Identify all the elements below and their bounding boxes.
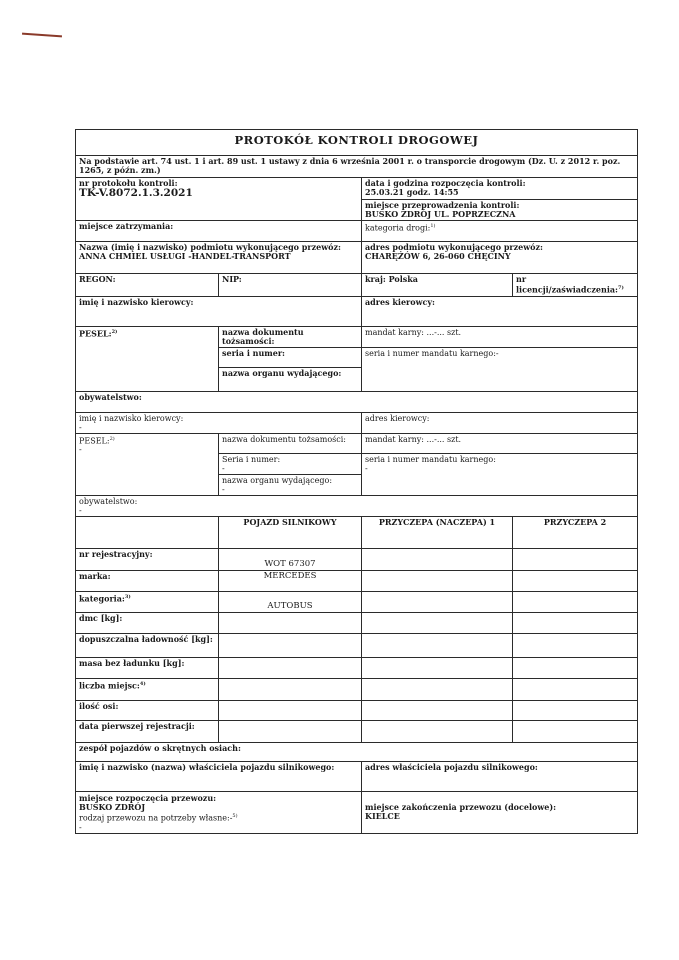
driver2-pesel-dash: -: [79, 445, 82, 455]
dmc-trailer1: [362, 612, 513, 633]
category-label: kategoria:: [79, 593, 125, 604]
axles-label: ilość osi:: [76, 700, 219, 720]
driver1-ticket-series-label: seria i numer mandatu karnego:-: [362, 347, 638, 391]
driver2-name-dash: -: [79, 422, 82, 432]
load-capacity-motor: [219, 633, 362, 657]
own-needs-label: rodzaj przewozu na potrzeby własne:-: [79, 813, 233, 823]
driver1-name-label: imię i nazwisko kierowcy:: [76, 296, 362, 326]
axles-motor: [219, 700, 362, 720]
reg-number-value: WOT 67307: [219, 548, 362, 570]
make-trailer1: [362, 570, 513, 591]
axles-trailer1: [362, 700, 513, 720]
driver2-ticket-series-dash: -: [365, 463, 368, 473]
license-label: nr licencji/zaświadczenia:: [516, 274, 619, 295]
control-place-label: miejsce przeprowadzenia kontroli:: [365, 200, 520, 210]
owner-address-label: adres właściciela pojazdu silnikowego:: [362, 761, 638, 791]
country-label: kraj: Polska: [362, 274, 513, 297]
category-value: AUTOBUS: [219, 591, 362, 612]
route-start-value: BUSKO ZDRÓJ: [79, 802, 146, 812]
page-title: PROTOKÓŁ KONTROLI DROGOWEJ: [76, 130, 638, 156]
footnote-7: 7): [618, 285, 624, 291]
driver2-series-dash: -: [222, 463, 225, 473]
dmc-label: dmc [kg]:: [76, 612, 219, 633]
route-end-cell: [362, 791, 638, 833]
driver1-address-label: adres kierowcy:: [362, 296, 638, 326]
footnote-1: 1): [430, 223, 436, 229]
empty-mass-trailer1: [362, 657, 513, 678]
control-place-value: BUSKO ZDRÓJ UL. POPRZECZNA: [365, 209, 516, 219]
driver2-ticket-series-label: seria i numer mandatu karnego:: [365, 454, 496, 464]
first-registration-trailer1: [362, 720, 513, 742]
driver2-citizenship-dash: -: [79, 505, 82, 515]
inspection-protocol-form: [75, 129, 637, 834]
footnote-3: 3): [124, 593, 131, 600]
driver1-series-label: seria i numer:: [219, 347, 362, 367]
driver2-address-label: adres kierowcy:: [362, 412, 638, 433]
dmc-motor: [219, 612, 362, 633]
driver2-series-cell: [219, 453, 362, 474]
first-registration-label: data pierwszej rejestracji:: [76, 720, 219, 742]
col-trailer-2: PRZYCZEPA 2: [513, 516, 638, 548]
reg-number-label: nr rejestracyjny:: [76, 548, 219, 570]
route-end-label: miejsce zakończenia przewozu (docelowe):: [365, 802, 557, 813]
driver2-doc-name-label: nazwa dokumentu tożsamości:: [219, 433, 362, 453]
load-capacity-label: dopuszczalna ładowność [kg]:: [76, 633, 219, 657]
protocol-number-label: nr protokołu kontroli:: [79, 178, 178, 188]
category-trailer1: [362, 591, 513, 612]
carrier-name-label: Nazwa (imię i nazwisko) podmiotu wykonującego przewóz:: [79, 242, 341, 252]
license-cell: [513, 274, 638, 297]
own-needs-dash: -: [79, 822, 82, 832]
load-capacity-trailer2: [513, 633, 638, 657]
protocol-table: [75, 129, 638, 834]
col-motor-vehicle: POJAZD SILNIKOWY: [219, 516, 362, 548]
seats-motor: [219, 678, 362, 700]
driver2-series-label: Seria i numer:: [222, 454, 281, 464]
stop-place-label: miejsce zatrzymania:: [76, 221, 362, 242]
category-trailer2: [513, 591, 638, 612]
vehicle-header-empty: [76, 516, 219, 548]
driver2-citizenship-cell: [76, 495, 638, 516]
control-datetime-cell: [362, 178, 638, 221]
driver1-ticket-label: mandat karny: ...-... szt.: [362, 326, 638, 347]
driver2-authority-cell: [219, 474, 362, 495]
footnote-2: 2): [111, 328, 118, 335]
pen-stroke-mark: [22, 33, 62, 38]
nip-label: NIP:: [219, 274, 362, 297]
first-registration-trailer2: [513, 720, 638, 742]
driver2-citizenship-label: obywatelstwo:: [79, 496, 138, 506]
driver1-citizenship-label: obywatelstwo:: [76, 391, 638, 412]
seats-cell: [76, 678, 219, 700]
carrier-address-value: CHARĘŻÓW 6, 26-060 CHĘCINY: [365, 251, 511, 261]
dmc-trailer2: [513, 612, 638, 633]
seats-trailer1: [362, 678, 513, 700]
col-trailer-1: PRZYCZEPA (NACZEPA) 1: [362, 516, 513, 548]
road-category-label: kategoria drogi:: [365, 223, 431, 233]
driver2-authority-label: nazwa organu wydającego:: [222, 475, 333, 485]
twin-axles-label: zespół pojazdów o skrętnych osiach:: [76, 742, 638, 761]
seats-label: liczba miejsc:: [79, 680, 140, 691]
reg-number-trailer2: [513, 548, 638, 570]
driver2-name-label: imię i nazwisko kierowcy:: [79, 413, 184, 423]
owner-name-label: imię i nazwisko (nazwa) właściciela pojazdu silnikowego:: [76, 761, 362, 791]
route-end-value: KIELCE: [365, 811, 400, 822]
category-cell: [76, 591, 219, 612]
empty-mass-label: masa bez ładunku [kg]:: [76, 657, 219, 678]
route-start-label: miejsce rozpoczęcia przewozu:: [79, 793, 217, 803]
driver2-ticket-series-cell: [362, 453, 638, 495]
driver1-pesel-cell: [76, 326, 219, 391]
control-datetime-label: data i godzina rozpoczęcia kontroli:: [365, 178, 526, 188]
driver2-name-cell: [76, 412, 362, 433]
driver1-authority-label: nazwa organu wydającego:: [219, 367, 362, 391]
legal-basis-text: Na podstawie art. 74 ust. 1 i art. 89 ust. 1 ustawy z dnia 6 września 2001 r. o transporcie drogowym (Dz. U. z 2012 r. poz. 1265, z późn. zm.): [76, 156, 638, 178]
protocol-number-cell: [76, 178, 362, 221]
route-start-cell: [76, 791, 362, 833]
carrier-name-cell: [76, 242, 362, 274]
seats-trailer2: [513, 678, 638, 700]
empty-mass-motor: [219, 657, 362, 678]
driver2-authority-dash: -: [222, 484, 225, 494]
make-trailer2: [513, 570, 638, 591]
road-category-cell: [362, 221, 638, 242]
driver1-pesel-label: PESEL:: [79, 328, 112, 339]
load-capacity-trailer1: [362, 633, 513, 657]
footnote-4: 4): [139, 680, 146, 687]
driver2-ticket-label: mandat karny: ...-... szt.: [362, 433, 638, 453]
reg-number-trailer1: [362, 548, 513, 570]
regon-label: REGON:: [76, 274, 219, 297]
empty-mass-trailer2: [513, 657, 638, 678]
carrier-address-label: adres podmiotu wykonującego przewóz:: [365, 242, 543, 252]
protocol-number-value: TK-V.8072.1.3.2021: [79, 187, 193, 199]
carrier-name-value: ANNA CHMIEL USŁUGI -HANDEL-TRANSPORT: [79, 251, 291, 261]
carrier-address-cell: [362, 242, 638, 274]
first-registration-motor: [219, 720, 362, 742]
driver1-doc-name-label: nazwa dokumentu tożsamości:: [219, 326, 362, 347]
driver2-pesel-cell: [76, 433, 219, 495]
driver2-pesel-label: PESEL:: [79, 436, 110, 446]
make-label: marka:: [76, 570, 219, 591]
axles-trailer2: [513, 700, 638, 720]
footnote-5: 5): [232, 813, 238, 819]
footnote-2b: 2): [109, 435, 115, 442]
make-value: MERCEDES: [219, 570, 362, 591]
control-datetime-value: 25.03.21 godz. 14:55: [365, 187, 459, 197]
